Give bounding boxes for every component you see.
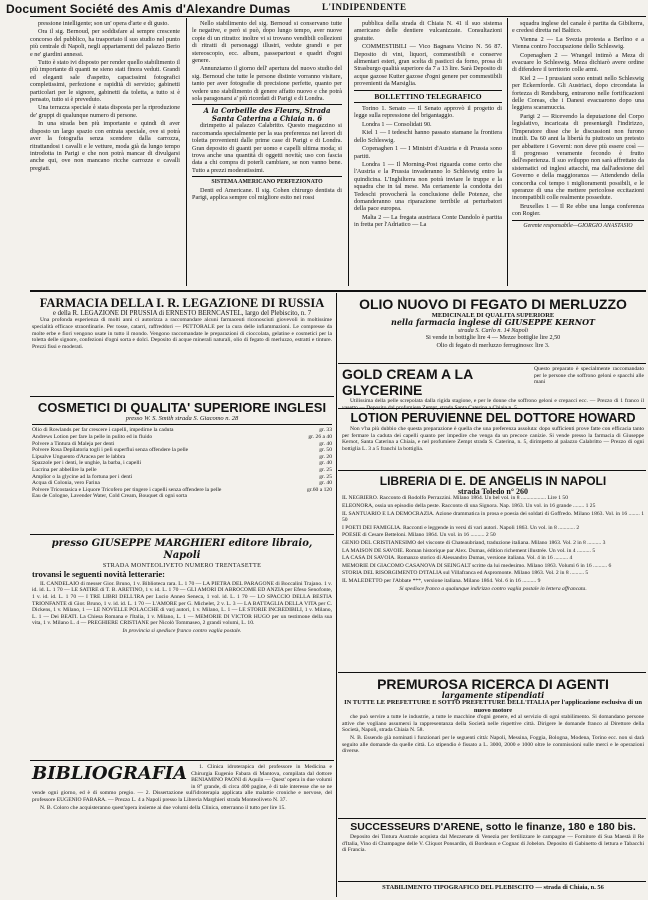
price-list-row [32, 427, 332, 434]
telegram-item: Kiel 1 — I tedeschi hanno passato stamane la frontiera dello Schleswig. [354, 129, 502, 144]
price-list-row [32, 487, 332, 494]
paragraph: Nello stabilimento del sig. Bernoud si conservano tutte le negative, e però si può, dopo lungo tempo, aver nuove copie di un ritratto: inoltre vi si trovano vendibili collezioni di ritratti di personaggi illustri, vedute grandi e per stereoscopio, ecc. album, passepartout e quadri d'ogni genere. [192, 20, 342, 65]
book-list-item: IL MALEDETTO per l'Abbate ***, versione italiana. Milano 1864. Vol. 6 in 16 .......... 9 [342, 577, 541, 584]
price-list-row [32, 493, 332, 500]
separator [32, 424, 332, 425]
ad-divider [338, 881, 646, 882]
separator [354, 90, 502, 91]
product-price: gr.60 a 120 [306, 486, 332, 493]
separator [512, 220, 644, 221]
coldcream-title: GOLD CREAM A LA GLYCERINE [342, 366, 473, 398]
separator [354, 102, 502, 103]
angelis-footer: Si spedisce franco a qualunque indirizzo contro vaglia postale in lettera affrancata. [399, 585, 587, 592]
ad-divider [338, 672, 646, 673]
ad-divider [338, 470, 646, 471]
paragraph: Annunziamo il giorno dell' apertura del nuovo studio del sig. Bernoud che tutte le persone distinte vorranno visitare, tanto per aver fotografie di precisione perfette, quanto per vedere uno stabilimento di genere affatto nuovo e che potrà sola paragonarsi a' più ricordati di Parigi e di Londra. [192, 65, 342, 103]
margheri-footer: In provincia si spedisce franco contro vaglia postale. [122, 627, 242, 634]
price-list-row [32, 434, 332, 441]
ad-divider [338, 363, 646, 364]
olio-price-2: Olio di fegato di merluzzo ferruginoso: lire 3. [436, 341, 550, 349]
ad-divider [30, 760, 334, 761]
ads-center-divider [336, 293, 337, 897]
paragraph: Vienna 2 — La Svezia protesta a Berlino e a Vienna contro l'occupazione dello Schleswig. [512, 35, 644, 51]
ad-cold-cream [342, 366, 644, 406]
paragraph: In una strada ben più importante e quindi di aver disposto un largo spazio con entrata speciale, ove si potrà aver la fotografia senza scendere dalla carrozza, ritrattandosi i cavalli e le vetture, moda già da lungo tempo introdotta in Parigi e che non potrà mancar di divulgarsi anche qui, ove non mancano ricche carrozze e cavalli pregiati. [30, 120, 180, 172]
coldcream-side-note: Questo preparato è specialmente raccomandato per le persone che soffrono geloni e spacchi alle mani [534, 366, 644, 386]
ad-cosmetici [32, 400, 332, 532]
book-list-item: STORIA DEL RISORGIMENTO D'ITALIA sul Villafranca ed Aspromonte. Milano 1863. Vol. 2 in 8 .......... 5 [342, 570, 589, 577]
product-price: gr. 20 [319, 453, 332, 460]
paragraph: squadra inglese del canale è partita da Gibilterra, e credesi diretta nel Baltico. [512, 20, 644, 35]
price-list-row [32, 454, 332, 461]
bollettino-title: BOLLETTINO TELEGRAFICO [374, 91, 482, 101]
lotion-title: LOTION PERUVIENNE DEL DOTTORE HOWARD [350, 411, 636, 425]
paragraph: COMMESTIBILI — Vico Bagnara Vicino N. 56 87. Deposito di vini, liquori, commestibili e conserve alimentari esteri, gran scelta di pasticci da forno, prosa di Strasburgo qualità superiore da 7 a 13 lire. Sarà Deposito di acque gazose Kutter gazose d'ogni genere per commestibili provenienti da Marsiglia. [354, 43, 502, 88]
product-name: Polvere Rosa Depilatoria togli i peli superflui senza offendere la pelle [32, 447, 189, 454]
margheri-text: IL CANDELAIO di messer Gior. Bruno, 1 v. Biblioteca rara. L. 1 70 — LA PIETRA DEL PARAGONE di Boccalini Trajano. 1 v. id. id. L. 1 70 — LE SATIRE di T. B. ARETINO, 1 v. id. L. 1 70 — GLI AMORI DI ABROCOME ED ANZIA per Efeso Senofonte, 1 v. id. id. L. 1 70 — I TRE LIBRI DELL'IRA per Lucio Anneo Seneca, 1 vol. id. L. 1 70 — LO SPACCIO DELLA BESTIA TRIONFANTE di Gior. Bruno, 1 v. id. id. L. 1 70 — L'AMORE per G. Michelet, 2 v. L. 3 — LA BATTAGLIA DELLA VITA per C. Dickens, 1 v. Milano, 1 — LE NOVELLE POLACCHE di varj autori, 1 v. Milano, L. 1 — LE STORIE INCREDIBILI, 1 v. Milano, L. 1 — Dei BEATI. La Chiesa Romana e l'Italia, 1 v. Milano, L. 1 — MEMORIE DI VICTOR HUGO per un testimone della sua vita, 1 v. Milano L. 4 — PREGHIERE CRISTIANE per Nicolò Tommaseo, 2 grandi volumi, L. 10. [32, 580, 332, 627]
agenti-nb: N. B. Essendo già nominati i funzionari per le seguenti città: Napoli, Messina, Foggia, Bologna, Modena, Torino ecc. non si darà seguito alle domande da quelle città. Lo stipendio è fissato a L. 3000, 2000 e 1000 oltre le commissioni sulle merci e le operazioni diverse. [342, 735, 644, 755]
product-name: Acqua di Colonia, vero Farina [32, 480, 100, 487]
ad-divider [338, 408, 646, 409]
cosmetici-title: COSMETICI DI QUALITA' SUPERIORE INGLESI [37, 400, 327, 415]
cosmetici-subtitle: presso W. S. Smith strada S. Giacomo n. 28 [125, 415, 239, 422]
angelis-title: LIBRERIA DI E. DE ANGELIS IN NAPOLI [379, 474, 607, 488]
paragraph: Parigi 2 — Ricevendo la deputazione del Corpo legislativo, incaricata di presentargli l'indirizzo, l'Imperatore disse che le discussioni non furono inutili. Da 60 anni la libertà fu piuttosto un pretesto per abbattere i Governi: non deve più essere così — Il progresso veramente fecondo è frutto dell'esperienza. Il suo sviluppo non sarà affrettato da sistematici od inglesi attacchi, ma dall'adesione del Governo e della maggioranza — Attendendo della concordia col tempo i miglioramenti possibili, e le speranze di una che mettere pericolose eccitazioni incompatibili colle realmente possedute. [512, 112, 644, 202]
top-column-3 [354, 20, 502, 285]
farmacia-russia-text: Una profonda esperienza di molti anni ci autorizza a raccomandare alcuni farmaceuti riconosciuti giovevoli in moltissime specialità efficace straordinarie. Per tosse, catarri, raffreddori — PETTORALE per la cura delle infiammazioni. Le compresse da molte erbe e fiori vengono usate in tutto il mondo. Vengono raccomandate le preparazioni di cioccolata, gelatine e cosmetici per la toletta delle signore, confezioni d'ogni sorta e dolci. Deposito di acque minerali naturali, olio di fegato di merluzzo, estratti e tinture. Prezzi fissi e moderati. [32, 317, 332, 350]
arene-title: SUCCESSEURS D'ARENE, sotto le finanze, 180 e 180 bis. [350, 821, 636, 833]
corbeille-text: dirimpetto al palazzo Calabritto. Questo magazzino si raccomanda specialmente per la sua preferenza nei lavori di toletta provenienti dalle prime case di Parigi e di Londra. Gran deposito di guanti per uomo e capelli ultima moda; si trova anche una quantità di oggetti novità; uso con fascia data a chi compra di poterli cambiare, se non vanno bene. Tutto a prezzi moderatissimi. [192, 122, 342, 174]
telegram-item: Malta 2 — La fregata austriaca Conte Dandolo è partita in fretta per l'Adriatico — La [354, 213, 502, 229]
column-divider [186, 18, 187, 286]
book-list-item: LA MAISON DE SAVOIE. Roman historique par Alex. Dumas, édition richement illustrée. Un vol. in 4 .......... 5 [342, 547, 596, 554]
farmacia-russia-subtitle: e della R. LEGAZIONE DI PRUSSIA di ERNESTO BERNCASTEL, largo del Plebiscito, n. 7 [52, 310, 312, 317]
paragraph: pressione intelligente; son un' opera d'arte e di gusto. [38, 20, 169, 27]
column-divider [348, 18, 349, 286]
book-list-item: POESIE di Cesare Betteloni. Milano 1864. Un vol. in 16 .......... 2 50 [342, 532, 496, 539]
price-list-row [32, 480, 332, 487]
lotion-text: Non v'ha più dubbio che questa preparazione è quella che una preferenza assoluta: dopo sufficienti prove fatte con efficacia tanto per fermare la caduta dei capelli quanto per impedire che venga da un precoce canizie. Si vende presso la farmacia di Giuseppe Kernot, Santa Caterina a Chiaia, e nel profumiere Zempt strada S. Caterina, n. 5, dirimpetto al palazzo Calabritto — Prezzo di ogni bottiglia L. 3 a 5 franchi la bottiglia. [342, 426, 644, 452]
telegram-item: Londra 1 — Consolidati 90. [362, 120, 432, 128]
olio-price-1: Si vende in bottiglie lire 4 — Mezze bottiglie lire 2,50 [425, 334, 561, 342]
margheri-lead: trovansi le seguenti novità letterarie: [32, 569, 165, 580]
product-price: gr. 33 [319, 427, 332, 434]
column-divider [507, 18, 508, 286]
farmacia-russia-title: FARMACIA DELLA I. R. LEGAZIONE DI RUSSIA [39, 296, 325, 310]
product-price: gr. 40 [319, 460, 332, 467]
olio-farmacia: nella farmacia inglese di GIUSEPPE KERNOT [391, 317, 595, 328]
top-column-4 [512, 20, 644, 285]
stabilimento-footer: STABILIMENTO TIPOGRAFICO DEL PLEBISCITO — strada di Chiaia, n. 56 [382, 884, 604, 891]
paragraph: Kiel 2 — I prussiani sono entrati nello Schleswig per Eckernforde. Gli Austriaci, dopo circondata la fortezza di Rendsburg, entrarono nelle fortificazioni delle Coreas, che i Danesi evacuarono dopo una leggiera scaramuccia. [512, 74, 644, 112]
sistema-americano-title: SISTEMA AMERICANO PERFEZIONATO [211, 179, 323, 186]
product-name: Polvere Tricostasica e Liquore Tricofero per tingere i capelli senza offendere la pelle [32, 486, 222, 493]
angelis-subtitle: strada Toledo n° 260 [457, 487, 529, 496]
agenti-subtitle: largamente stipendiati [441, 690, 545, 700]
ads-section-rule [30, 290, 646, 292]
ad-bibliografia [32, 764, 332, 896]
ad-divider [30, 534, 334, 535]
top-column-1 [30, 20, 180, 285]
paragraph: Una terrazza speciale è stata disposta per la riproduzione de' gruppi di qualunque numero di persone. [30, 104, 180, 119]
product-name: Lipsalve Unguento d'Aracea per le labbra [32, 453, 126, 460]
ad-lotion-peruvienne [342, 411, 644, 467]
ad-divider [338, 818, 646, 819]
bibliografia-title: BIBLIOGRAFIA [32, 763, 188, 784]
olio-title: OLIO NUOVO DI FEGATO DI MERLUZZO [359, 296, 627, 312]
book-list-item: IL NEGRIERO. Racconto di Rodolfo Perrazzini. Milano 1864. Un bel vol. in 8 .................. Lire 1 50 [342, 495, 568, 502]
agenti-text: che può servire a tutte le industrie, a tutte le macchine d'ogni genere, ed al servizio di ogni stabilimento. Si domandano persone attive che vogliano assumersi la rappresentanza della Società nelle rispettive città. Dirigere le domande franco al Direttore della Società, Napoli, strada Chiaia N. 58. [342, 714, 644, 734]
olio-subtitle: MEDICINALE DI QUALITA SUPERIORE [431, 312, 555, 319]
agenti-headline: IN TUTTE LE PREFETTURE E SOTTO PREFETTURE DELL'ITALIA per l'applicazione esclusiva di un nuovo motore [344, 699, 642, 714]
ad-libreria-de-angelis [342, 474, 644, 670]
paragraph: Tutto è stato ivi disposto per render quello stabilimento il più importante di quanti ne sieno stati finora veduti. Grandi ed eleganti sale d'aspetto, capacissimi fotografici completissimi, perfezione e rapidità di servizio; gabinetti particolari per le signore, gabinetti da toletta, a tutto si è pensato, tutto si è preveduto. [30, 59, 180, 104]
product-name: Amplior o la glycine ad la fortuna per i denti [32, 473, 133, 480]
ad-farmacia-russia [32, 296, 332, 394]
telegram-item: Londra 1 — Il Morning-Post riguarda come certo che l'Austria e la Prussia invaderanno lo Schleswig entro la quindicina. L'Inghilterra non potrà inviare le truppe e la squadra che in tal mese. Ma certamente la condotta dei Tedeschi provocherà la conclusione delle Potenze, che domanderanno una riparazione terribile ai perturbatori della pace europea. [354, 160, 502, 213]
price-list-row [32, 474, 332, 481]
product-price: gr. 25 [319, 473, 332, 480]
agenti-title: PREMUROSA RICERCA DI AGENTI [377, 676, 609, 692]
product-name: Polvere a Tintura di Maleja per denti [32, 440, 115, 447]
paragraph: Bruxelles 1 — Il Re ebbe una lunga conferenza con Rogier. [512, 202, 644, 218]
product-name: Olio di Rowlands per far crescere i capelli, impedirne la caduta [32, 427, 174, 434]
ad-olio-merluzzo [342, 296, 644, 360]
top-column-2 [192, 20, 342, 285]
paragraph: Ora il sig. Bernoud, per soddisfare al sempre crescente concorso del pubblico, ha trasportato il suo studio nel punto più centrale di Napoli, negli appartamenti del palazzo Berio e ne' giardini annessi. [30, 28, 180, 58]
product-name: Spazzole per i denti, le unghie, la barba, i capelli [32, 460, 142, 467]
paragraph: Copenaghen 2 — Wrangel intimò a Meza di evacuare lo Schleswig. Meza dichiarò avere ordine di difendere il territorio colle armi. [512, 51, 644, 74]
product-price: gr. 25 [319, 466, 332, 473]
product-price: gr. 26 a 40 [308, 434, 332, 440]
book-list-item: LA CASA DI SAVOIA. Romanzo storico di Alessandro Dumas, versione italiana. Vol. 4 in 16 .......... 4 [342, 555, 573, 562]
corbeille-title: A la Corbeille des Fleurs, Strada Santa Caterina a Chiaia n. 6 [203, 106, 331, 123]
bibliografia-footer: N. B. Coloro che acquisteranno quest'opera insieme ai due volumi della Clinica, otterranno il tutto per lire 15. [40, 804, 286, 811]
top-rule [30, 16, 646, 17]
bibliografia-text: 1. Clinica idroterapica del professore in Medicina e Chirurgia Eugenio Fabara di Mantova, compilata dal dottore BENIAMINO PAONI di Aquila — Quest' opera in due volumi in 8° grande, di circa 400 pagine, è di tale interesse che se ne vende ogni giorno, ed è di sommo pregio. — 2. Dissertazione sull'idroterapia applicata alle malattie croniche e nervose, del professore EUGENIO FABARA. — Prezzo L. 4 a Napoli presso la Libreria Marghieri strada Monteoliveto N. 37. [32, 764, 332, 803]
newspaper-masthead: L'INDIPENDENTE [322, 2, 407, 12]
arene-text: Deposito dei Tintura Australe acquista dal Mezzenate di Venezia per fertilizzare le campagne — Fornitore di Sua Maestà il Re d'Italia, Vino di Champagne delle V. Cliquot Ponsardin, di Bordeaux e Cognac di Jobelon. Deposito di Gabinetto di lettura e Tabacchi di Francia. [342, 834, 644, 854]
price-list-row [32, 467, 332, 474]
product-price: gr. 40 [319, 440, 332, 447]
sistema-americano-text: Denti ed Americane. Il sig. Cohen chirurgo dentista di Parigi, applica sempre col migliore esito nei rossi [192, 186, 342, 201]
cosmetici-price-list [32, 427, 332, 500]
separator [192, 176, 342, 177]
book-list-item: I POETI DEI FAMIGLIA. Racconti e leggende in versi di vari autori. Napoli 1863. Un vol. in 8 ............ 2 [342, 524, 580, 531]
paragraph: pubblica della strada di Chiaia N. 41 il suo sistema americano delle dentiere vulcanizzate. Consultazioni gratuite. [354, 20, 502, 42]
book-list-item: MEMORIE DI GIACOMO CASANOVA DI SEINGALT scritte da lui medesimo. Milano 1863. Volumi 6 in 16 .......... 6 [342, 562, 612, 569]
document-header-title: Document Société des Amis d'Alexandre Dumas [6, 2, 291, 16]
ad-margheri [32, 538, 332, 758]
product-price: gr. 40 [319, 480, 332, 487]
ad-successeurs-arene [342, 821, 644, 879]
book-list-item: ELEONORA, ossia un episodio della peste. Racconto di una Signora. Nap. 1863. Un vol. in 16 grande ........ 1 25 [342, 503, 596, 509]
product-name: Andrews Lotion per fare la pelle in pulito ed in fluido [32, 434, 153, 440]
book-list-item: GENIO DEL CRISTIANESIMO del visconte di Chateaubriand, traduzione italiana. Milano 1863. Vol. 2 in 8 .......... 3 [342, 539, 606, 546]
coldcream-text: Utilissima della pelle screpolata dalla rigida stagione, e per le donne che soffrono geloni e crepacci ecc. — Prezzo di 1 franco il [350, 398, 644, 404]
ad-ricerca-agenti [342, 676, 644, 816]
product-name: Eau de Cologne, Lavender Water, Cold Cream, Bouquet di ogni sorta [32, 493, 188, 500]
gerente-line: Gerente responsabile—GIORGIO ANASTASIO [523, 222, 633, 229]
olio-address: strada S. Carlo n. 14 Napoli [457, 326, 529, 334]
telegram-item: Torino 1. Senato — Il Senato approvò il progetto di legge sulla repressione del brigantaggio. [354, 105, 502, 120]
product-price: gr. 50 [319, 447, 332, 454]
margheri-subtitle: STRADA MONTEOLIVETO NUMERO TRENTASETTE [102, 562, 262, 569]
angelis-book-list [342, 495, 644, 584]
separator [192, 104, 342, 105]
margheri-title: presso GIUSEPPE MARGHIERI editore libraio, Napoli [51, 538, 313, 561]
telegram-item: Copenaghen 1 — I Ministri d'Austria e di Prussia sono partiti. [354, 145, 502, 160]
price-list-row [32, 447, 332, 454]
book-list-item: IL SANTUARIO E LA DEMOCRAZIA. Azione drammatica in prosa e poesia dei soldati di Goffredo. Milano 1863. Vol. in 16 ........ 1 50 [342, 510, 644, 524]
price-list-row [32, 460, 332, 467]
ad-divider [30, 396, 334, 397]
product-name: Lucrina per abbellire la pelle [32, 466, 97, 473]
